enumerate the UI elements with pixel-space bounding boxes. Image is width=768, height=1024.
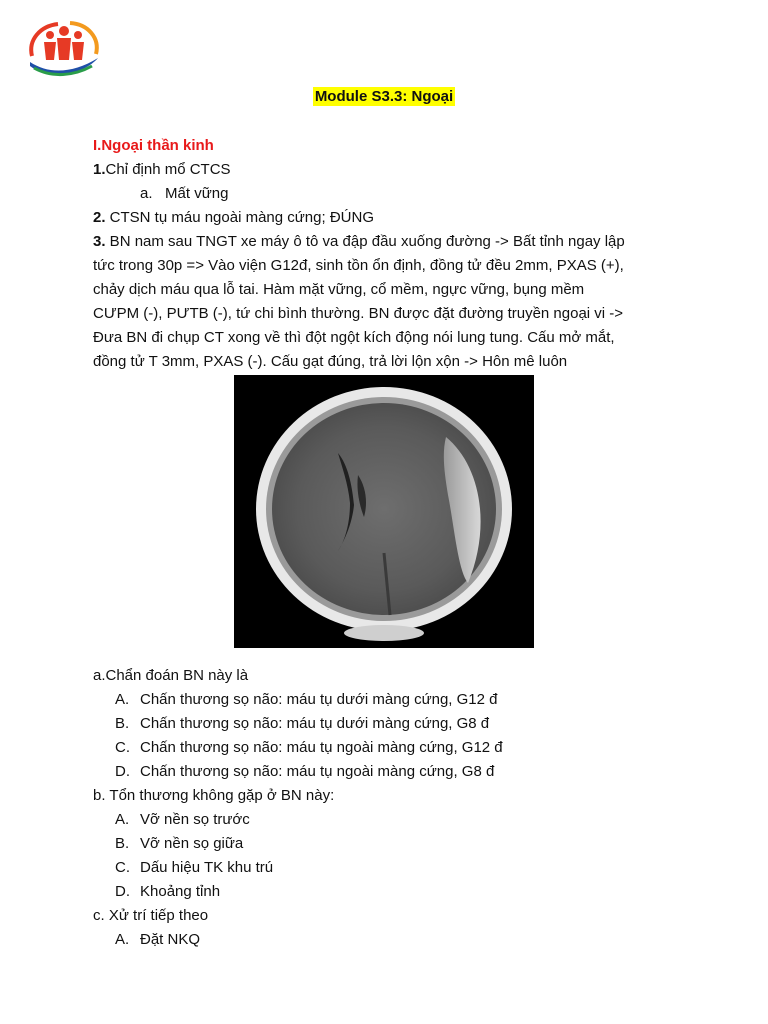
part-a-option bbox=[93, 712, 683, 736]
question-3-line: Đưa BN đi chụp CT xong về thì đột ngột kích động nói lung tung. Cấu mở mắt, bbox=[93, 329, 615, 346]
option-letter: B. bbox=[115, 715, 130, 732]
question-3-line: chảy dịch máu qua lỗ tai. Hàm mặt vững, cổ mềm, ngực vững, bụng mềm bbox=[93, 281, 585, 298]
question-3 bbox=[93, 230, 683, 254]
option-letter: B. bbox=[115, 835, 130, 852]
option-letter: D. bbox=[115, 763, 130, 780]
option-letter: C. bbox=[115, 739, 130, 756]
option-text: Vỡ nền sọ giữa bbox=[140, 835, 244, 852]
option-text: Chấn thương sọ não: máu tụ ngoài màng cứng, G12 đ bbox=[140, 739, 503, 756]
part-b-option bbox=[93, 832, 683, 856]
part-a-option bbox=[93, 760, 683, 784]
question-number: 2. bbox=[93, 209, 106, 226]
part-a-option bbox=[93, 736, 683, 760]
question-1 bbox=[93, 158, 683, 182]
question-3-line: CƯPM (-), PƯTB (-), tứ chi bình thường. BN được đặt đường truyền ngoại vi -> bbox=[93, 305, 624, 322]
ct-scan-image bbox=[234, 375, 534, 648]
part-b-question: b. Tổn thương không gặp ở BN này: bbox=[93, 787, 335, 804]
option-text: Vỡ nền sọ trước bbox=[140, 811, 250, 828]
option-text: Chấn thương sọ não: máu tụ ngoài màng cứng, G8 đ bbox=[140, 763, 495, 780]
option-text: Đặt NKQ bbox=[140, 931, 201, 948]
option-text: Khoảng tỉnh bbox=[140, 883, 221, 900]
question-text-line: BN nam sau TNGT xe máy ô tô va đập đầu xuống đường -> Bất tỉnh ngay lập bbox=[105, 233, 625, 250]
question-3-line: tức trong 30p => Vào viện G12đ, sinh tồn ổn định, đồng tử đều 2mm, PXAS (+), bbox=[93, 257, 624, 274]
page-title: Module S3.3: Ngoại bbox=[314, 88, 454, 105]
option-letter: A. bbox=[115, 811, 130, 828]
question-3-line: đồng tử T 3mm, PXAS (-). Cấu gạt đúng, trả lời lộn xộn -> Hôn mê luôn bbox=[93, 353, 568, 370]
option-letter: C. bbox=[115, 859, 130, 876]
question-text: Chỉ định mổ CTCS bbox=[105, 161, 231, 178]
option-letter: D. bbox=[115, 883, 130, 900]
option-letter: A. bbox=[115, 931, 130, 948]
question-number: 3. bbox=[93, 233, 106, 250]
option-text: Chấn thương sọ não: máu tụ dưới màng cứng, G8 đ bbox=[140, 715, 490, 732]
organization-logo bbox=[26, 18, 102, 82]
part-b-option bbox=[93, 880, 683, 904]
answer-letter: a. bbox=[140, 185, 153, 202]
question-2 bbox=[93, 206, 683, 230]
question-text: CTSN tụ máu ngoài màng cứng; ĐÚNG bbox=[105, 209, 374, 226]
part-a-question: a.Chẩn đoán BN này là bbox=[93, 667, 249, 684]
option-letter: A. bbox=[115, 691, 130, 708]
part-c-option bbox=[93, 928, 683, 952]
answer-text: Mất vững bbox=[165, 185, 229, 202]
option-text: Chấn thương sọ não: máu tụ dưới màng cứng, G12 đ bbox=[140, 691, 498, 708]
part-c-question: c. Xử trí tiếp theo bbox=[93, 907, 209, 924]
part-b-option bbox=[93, 856, 683, 880]
question-1-answer bbox=[93, 182, 683, 206]
section-heading: I.Ngoại thần kinh bbox=[93, 137, 214, 154]
part-b-option bbox=[93, 808, 683, 832]
part-a-option bbox=[93, 688, 683, 712]
question-number: 1. bbox=[93, 161, 106, 178]
option-text: Dấu hiệu TK khu trú bbox=[140, 859, 274, 876]
